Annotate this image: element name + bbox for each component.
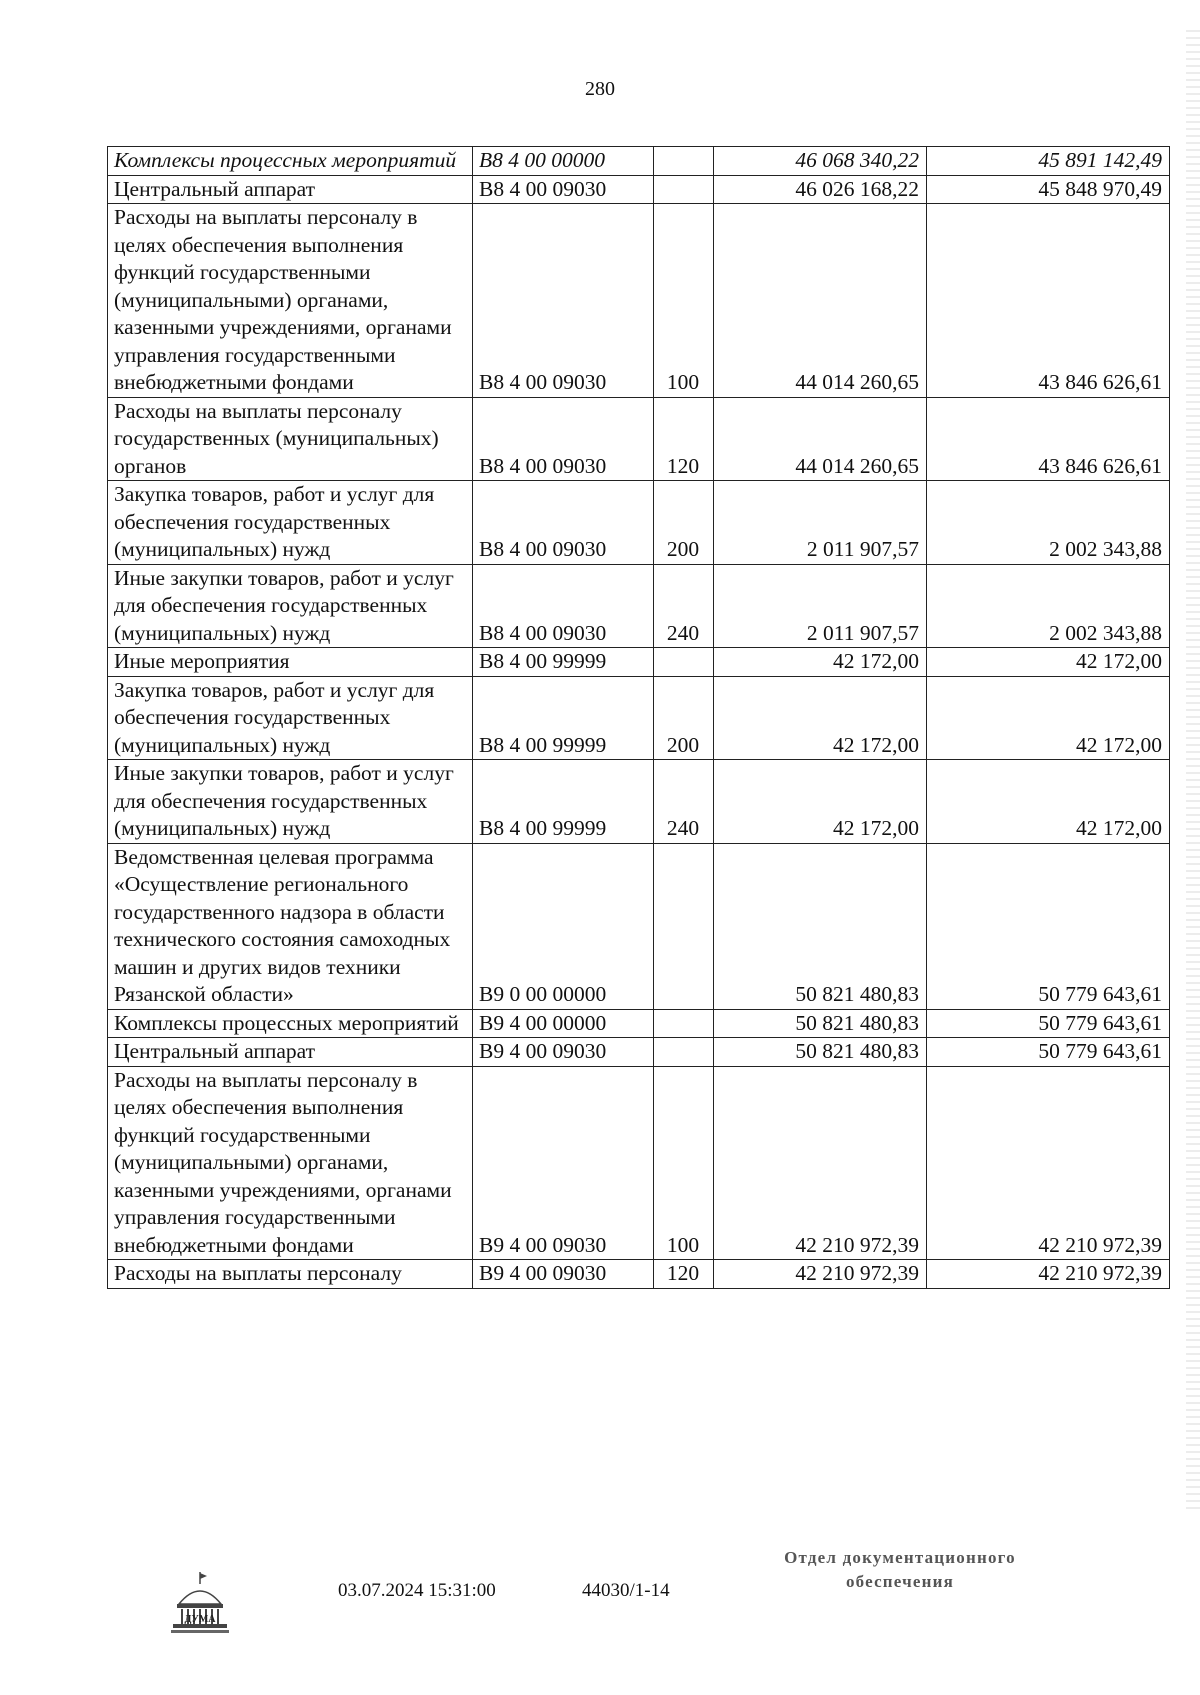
row-type-cell: 100 [654, 204, 714, 398]
row-type-cell: 200 [654, 676, 714, 760]
row-name-cell: Расходы на выплаты персоналу [108, 1260, 473, 1289]
row-amount-2026-cell: 42 210 972,39 [927, 1260, 1170, 1289]
row-code-cell: В9 0 00 00000 [473, 843, 654, 1009]
row-code-cell: В8 4 00 99999 [473, 648, 654, 677]
row-name-cell: Расходы на выплаты персоналу в целях обеспечения выполнения функций государственными (муниципальными) органами, казенными учреждениями, органами управления государственными внебюджетными фондами [108, 1066, 473, 1260]
stamp-line-2: обеспечения [845, 1572, 955, 1591]
row-type-cell [654, 1038, 714, 1067]
row-amount-2026-cell: 50 779 643,61 [927, 843, 1170, 1009]
row-amount-2025-cell: 42 172,00 [714, 648, 927, 677]
row-amount-2026-cell: 43 846 626,61 [927, 397, 1170, 481]
row-code-cell: В9 4 00 09030 [473, 1066, 654, 1260]
row-amount-2025-cell: 2 011 907,57 [714, 564, 927, 648]
row-name-cell: Комплексы процессных мероприятий [108, 147, 473, 176]
row-amount-2025-cell: 46 026 168,22 [714, 175, 927, 204]
row-code-cell: В8 4 00 09030 [473, 481, 654, 565]
table-row [108, 1038, 1170, 1067]
row-name-cell: Иные закупки товаров, работ и услуг для обеспечения государственных (муниципальных) нужд [108, 760, 473, 844]
row-type-cell [654, 648, 714, 677]
row-code-cell: В8 4 00 09030 [473, 397, 654, 481]
table-row [108, 564, 1170, 648]
row-type-cell: 200 [654, 481, 714, 565]
row-amount-2026-cell: 50 779 643,61 [927, 1038, 1170, 1067]
footer-datetime: 03.07.2024 15:31:00 [338, 1580, 496, 1601]
footer-reg-number: 44030/1-14 [582, 1580, 670, 1601]
row-amount-2026-cell: 50 779 643,61 [927, 1009, 1170, 1038]
duma-logo-icon [165, 1570, 235, 1640]
row-code-cell: В8 4 00 99999 [473, 760, 654, 844]
row-amount-2026-cell: 2 002 343,88 [927, 481, 1170, 565]
table-row [108, 397, 1170, 481]
table-row [108, 204, 1170, 398]
row-amount-2026-cell: 45 848 970,49 [927, 175, 1170, 204]
row-name-cell: Иные закупки товаров, работ и услуг для обеспечения государственных (муниципальных) нужд [108, 564, 473, 648]
row-name-cell: Закупка товаров, работ и услуг для обеспечения государственных (муниципальных) нужд [108, 481, 473, 565]
row-type-cell: 240 [654, 760, 714, 844]
row-amount-2025-cell: 50 821 480,83 [714, 843, 927, 1009]
row-code-cell: В9 4 00 09030 [473, 1260, 654, 1289]
row-amount-2025-cell: 44 014 260,65 [714, 397, 927, 481]
budget-table-body [108, 147, 1170, 1289]
row-name-cell: Комплексы процессных мероприятий [108, 1009, 473, 1038]
row-amount-2026-cell: 42 172,00 [927, 676, 1170, 760]
row-amount-2025-cell: 42 172,00 [714, 676, 927, 760]
row-code-cell: В9 4 00 09030 [473, 1038, 654, 1067]
row-type-cell: 120 [654, 397, 714, 481]
row-amount-2026-cell: 42 172,00 [927, 760, 1170, 844]
row-name-cell: Закупка товаров, работ и услуг для обеспечения государственных (муниципальных) нужд [108, 676, 473, 760]
row-type-cell [654, 147, 714, 176]
row-code-cell: В9 4 00 00000 [473, 1009, 654, 1038]
row-code-cell: В8 4 00 09030 [473, 204, 654, 398]
row-amount-2026-cell: 42 172,00 [927, 648, 1170, 677]
row-type-cell [654, 843, 714, 1009]
table-row [108, 1009, 1170, 1038]
row-amount-2025-cell: 42 210 972,39 [714, 1260, 927, 1289]
row-amount-2026-cell: 45 891 142,49 [927, 147, 1170, 176]
table-row [108, 648, 1170, 677]
table-row [108, 843, 1170, 1009]
row-name-cell: Расходы на выплаты персоналу государственных (муниципальных) органов [108, 397, 473, 481]
row-code-cell: В8 4 00 99999 [473, 676, 654, 760]
row-amount-2026-cell: 42 210 972,39 [927, 1066, 1170, 1260]
row-amount-2025-cell: 46 068 340,22 [714, 147, 927, 176]
row-code-cell: В8 4 00 09030 [473, 175, 654, 204]
table-row [108, 1066, 1170, 1260]
row-amount-2025-cell: 50 821 480,83 [714, 1009, 927, 1038]
row-type-cell [654, 175, 714, 204]
budget-table [107, 146, 1170, 1289]
row-amount-2026-cell: 43 846 626,61 [927, 204, 1170, 398]
row-amount-2025-cell: 42 172,00 [714, 760, 927, 844]
row-amount-2025-cell: 2 011 907,57 [714, 481, 927, 565]
row-code-cell: В8 4 00 09030 [473, 564, 654, 648]
row-name-cell: Центральный аппарат [108, 175, 473, 204]
row-amount-2025-cell: 44 014 260,65 [714, 204, 927, 398]
row-type-cell: 240 [654, 564, 714, 648]
row-name-cell: Расходы на выплаты персоналу в целях обеспечения выполнения функций государственными (муниципальными) органами, казенными учреждениями, органами управления государственными внебюджетными фондами [108, 204, 473, 398]
row-name-cell: Центральный аппарат [108, 1038, 473, 1067]
stamp-line-1: Отдел документационного [784, 1548, 1016, 1567]
table-row [108, 760, 1170, 844]
row-name-cell: Иные мероприятия [108, 648, 473, 677]
row-code-cell: В8 4 00 00000 [473, 147, 654, 176]
table-row [108, 175, 1170, 204]
row-amount-2025-cell: 42 210 972,39 [714, 1066, 927, 1260]
row-name-cell: Ведомственная целевая программа «Осуществление регионального государственного надзора в области технического состояния самоходных машин и других видов техники Рязанской области» [108, 843, 473, 1009]
department-stamp [760, 1546, 1040, 1594]
scan-edge-artifact [1186, 30, 1200, 1510]
table-row [108, 1260, 1170, 1289]
duma-logo-text: ДУМА [184, 1614, 216, 1625]
row-amount-2026-cell: 2 002 343,88 [927, 564, 1170, 648]
row-type-cell: 120 [654, 1260, 714, 1289]
row-amount-2025-cell: 50 821 480,83 [714, 1038, 927, 1067]
page-number: 280 [585, 78, 615, 100]
table-row [108, 676, 1170, 760]
table-row [108, 481, 1170, 565]
table-row [108, 147, 1170, 176]
row-type-cell: 100 [654, 1066, 714, 1260]
row-type-cell [654, 1009, 714, 1038]
